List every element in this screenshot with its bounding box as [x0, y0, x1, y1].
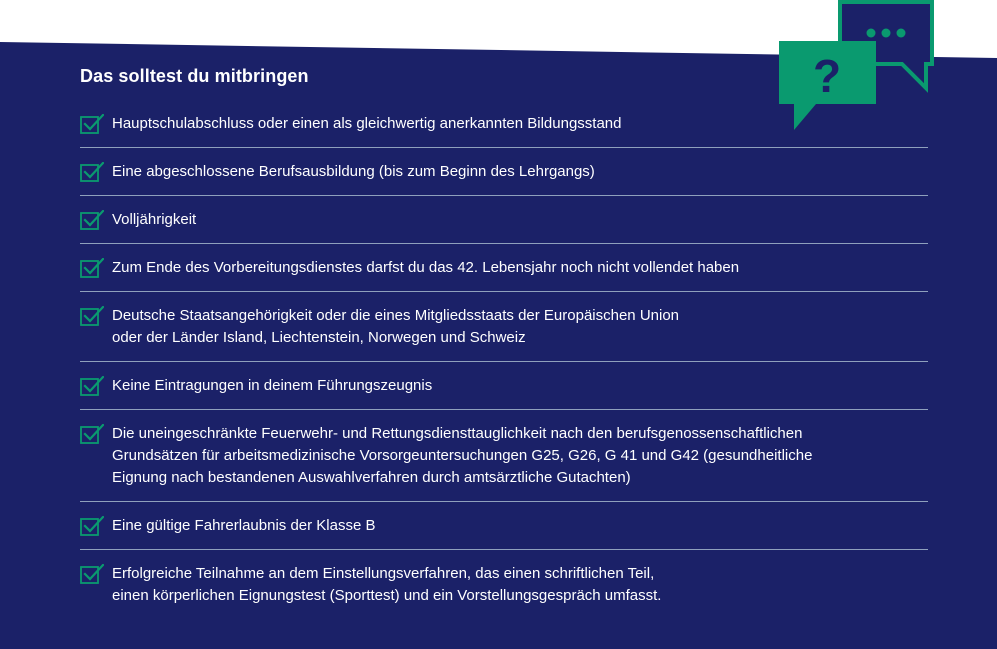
requirement-text: Erfolgreiche Teilnahme an dem Einstellungsverfahren, das einen schriftlichen Teil, einen körperlichen Eignungstest (Sporttest) und ein Vorstellungsgespräch umfasst.: [112, 565, 662, 604]
checkbox-checked-icon: [80, 162, 104, 182]
requirement-text: Keine Eintragungen in deinem Führungszeugnis: [112, 377, 433, 394]
requirement-text: Eine gültige Fahrerlaubnis der Klasse B: [112, 517, 376, 534]
svg-text:?: ?: [812, 50, 842, 102]
checkbox-checked-icon: [80, 210, 104, 230]
requirement-text: Volljährigkeit: [112, 211, 197, 228]
checkbox-checked-icon: [80, 258, 104, 278]
list-item: [80, 424, 928, 502]
list-item: [80, 306, 928, 362]
list-item: [80, 210, 928, 244]
chat-bubbles-question-icon: [778, 0, 936, 132]
checkbox-checked-icon: [80, 424, 104, 444]
list-item: [80, 114, 928, 148]
checkbox-checked-icon: [80, 376, 104, 396]
checkbox-checked-icon: [80, 516, 104, 536]
list-item: [80, 162, 928, 196]
requirements-list: [80, 114, 928, 633]
list-item: [80, 376, 928, 410]
list-item: [80, 516, 928, 550]
list-item: [80, 258, 928, 292]
requirement-text: Hauptschulabschluss oder einen als gleichwertig anerkannten Bildungsstand: [112, 115, 622, 132]
checkbox-checked-icon: [80, 114, 104, 134]
checkbox-checked-icon: [80, 564, 104, 584]
list-item: [80, 564, 928, 619]
section-heading: Das solltest du mitbringen: [80, 66, 309, 86]
requirement-text: Deutsche Staatsangehörigkeit oder die eines Mitgliedsstaats der Europäischen Union oder der Länder Island, Liechtenstein, Norwegen und Schweiz: [112, 307, 680, 346]
requirement-text: Eine abgeschlossene Berufsausbildung (bis zum Beginn des Lehrgangs): [112, 163, 595, 180]
checkbox-checked-icon: [80, 306, 104, 326]
requirement-text: Die uneingeschränkte Feuerwehr- und Rettungsdiensttauglichkeit nach den berufsgenossenschaftlichen Grundsätzen für arbeitsmedizinische Vorsorgeuntersuchungen G25, G26, G 41 und G42 (gesundheitliche Eignung nach bestandenen Auswahlverfahren durch amtsärztliche Gutachten): [112, 425, 813, 486]
requirement-text: Zum Ende des Vorbereitungsdienstes darfst du das 42. Lebensjahr noch nicht vollendet haben: [112, 259, 740, 276]
